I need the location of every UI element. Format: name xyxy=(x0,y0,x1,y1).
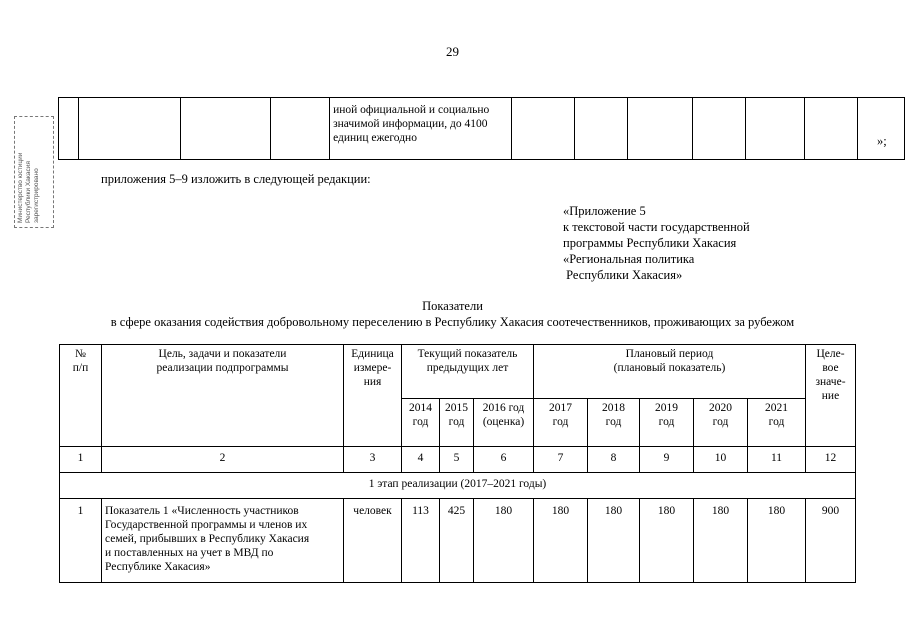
column-number: 2 xyxy=(102,447,344,473)
column-number: 7 xyxy=(534,447,588,473)
row-value: 180 xyxy=(474,499,534,583)
stage-label: 1 этап реализации (2017–2021 годы) xyxy=(60,473,856,499)
column-number: 8 xyxy=(588,447,640,473)
header-target: Целе- вое значе- ние xyxy=(806,345,856,447)
row-value: 180 xyxy=(748,499,806,583)
column-number: 10 xyxy=(694,447,748,473)
previous-table-fragment xyxy=(58,97,905,160)
column-number: 12 xyxy=(806,447,856,473)
row-target-value: 900 xyxy=(806,499,856,583)
row-num: 1 xyxy=(60,499,102,583)
row-indicator-text: Показатель 1 «Численность участников Государственной программы и членов их семей, прибывших в Республику Хакасия и поставленных на учет в МВД по Республике Хакасия» xyxy=(102,499,344,583)
year-header: 2014 год xyxy=(402,399,440,447)
document-title: Показатели в сфере оказания содействия добровольному переселению в Республику Хакасия соотечественников, проживающих за рубежом xyxy=(110,299,795,329)
row-value: 113 xyxy=(402,499,440,583)
fragment-text-cell: иной официальной и социально значимой информации, до 4100 единиц ежегодно xyxy=(330,98,512,160)
column-number: 5 xyxy=(440,447,474,473)
header-num: № п/п xyxy=(60,345,102,447)
column-number: 4 xyxy=(402,447,440,473)
year-header: 2020 год xyxy=(694,399,748,447)
header-current: Текущий показатель предыдущих лет xyxy=(402,345,534,399)
row-value: 180 xyxy=(588,499,640,583)
column-number: 6 xyxy=(474,447,534,473)
column-number: 1 xyxy=(60,447,102,473)
page-number: 29 xyxy=(446,44,459,59)
header-unit: Единица измере- ния xyxy=(344,345,402,447)
intro-text: приложения 5–9 изложить в следующей редакции: xyxy=(101,172,371,186)
year-header: 2017 год xyxy=(534,399,588,447)
year-header: 2015 год xyxy=(440,399,474,447)
year-header: 2016 год (оценка) xyxy=(474,399,534,447)
header-planned: Плановый период (плановый показатель) xyxy=(534,345,806,399)
row-value: 180 xyxy=(694,499,748,583)
appendix-header: «Приложение 5 к текстовой части государственной программы Республики Хакасия «Региональная политика Республики Хакасия» xyxy=(563,204,750,282)
year-header: 2021 год xyxy=(748,399,806,447)
year-header: 2019 год xyxy=(640,399,694,447)
stamp-text: Министерство юстиции Республики Хакасия зарегистрировано xyxy=(17,152,40,223)
row-value: 180 xyxy=(640,499,694,583)
row-value: 180 xyxy=(534,499,588,583)
header-goal: Цель, задачи и показатели реализации подпрограммы xyxy=(102,345,344,447)
closing-mark: »; xyxy=(877,134,887,148)
year-header: 2018 год xyxy=(588,399,640,447)
row-unit: человек xyxy=(344,499,402,583)
row-value: 425 xyxy=(440,499,474,583)
registration-stamp xyxy=(14,116,54,228)
column-number: 11 xyxy=(748,447,806,473)
column-number: 9 xyxy=(640,447,694,473)
table-row xyxy=(60,499,856,583)
column-number: 3 xyxy=(344,447,402,473)
indicators-table xyxy=(59,344,856,583)
